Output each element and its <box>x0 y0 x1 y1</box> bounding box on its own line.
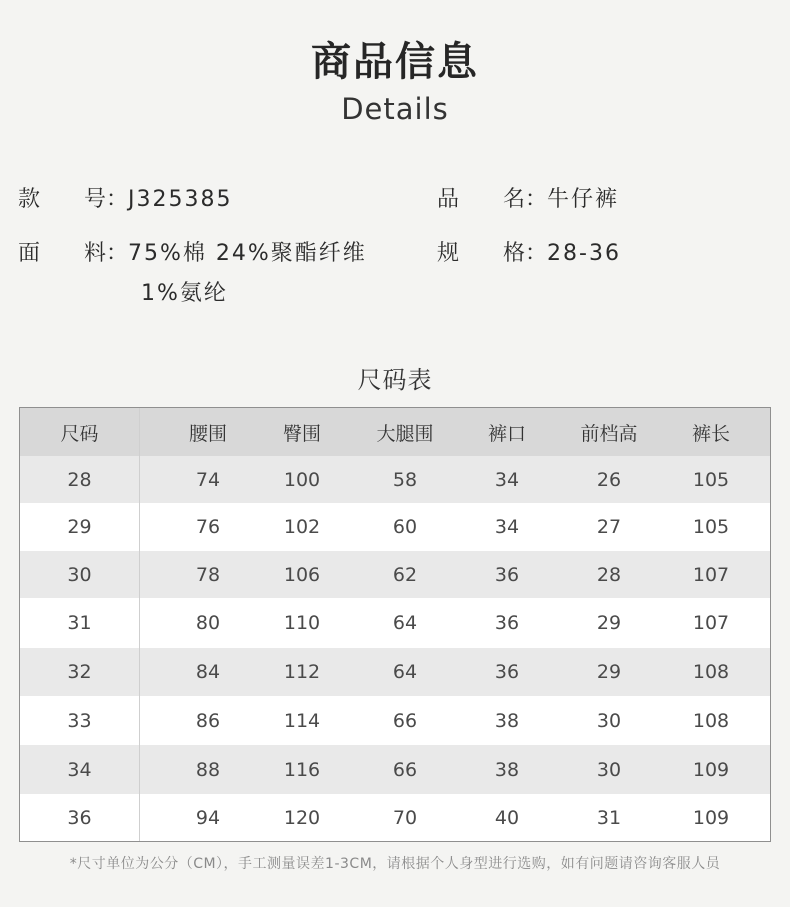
size-table <box>19 407 771 842</box>
cell-size: 32 <box>67 661 92 683</box>
page-title-cn: 商品信息 <box>311 39 479 85</box>
cell-front-rise: 27 <box>596 516 622 538</box>
cell-front-rise: 30 <box>596 709 622 732</box>
fabric-row-continued <box>141 276 228 307</box>
header-length: 裤长 <box>691 422 730 445</box>
cell-front-rise: 26 <box>596 468 622 491</box>
cell-size: 30 <box>67 563 92 586</box>
cell-thigh: 64 <box>392 612 418 634</box>
cell-waist: 88 <box>195 758 221 781</box>
cell-front-rise: 30 <box>596 758 622 781</box>
cell-thigh: 70 <box>392 806 418 829</box>
cell-length: 108 <box>692 661 730 683</box>
cell-length: 105 <box>692 468 730 491</box>
cell-leg-opening: 34 <box>494 468 520 491</box>
fabric-row <box>18 236 367 267</box>
cell-leg-opening: 36 <box>494 563 520 586</box>
table-row <box>20 456 770 503</box>
size-table-header-row <box>20 408 770 456</box>
table-row <box>20 745 770 794</box>
cell-leg-opening: 36 <box>494 661 520 683</box>
cell-thigh: 66 <box>392 709 418 732</box>
cell-length: 107 <box>692 612 730 634</box>
cell-thigh: 66 <box>392 758 418 781</box>
style-number-label: 款 号： <box>18 187 129 212</box>
page-title-en: Details <box>341 92 449 126</box>
fabric-value-line1: 75%棉 24%聚酯纤维 <box>128 241 367 266</box>
cell-waist: 80 <box>195 612 221 634</box>
cell-hip: 106 <box>283 563 321 586</box>
cell-leg-opening: 38 <box>494 709 520 732</box>
cell-size: 31 <box>67 612 92 634</box>
table-row <box>20 598 770 648</box>
cell-hip: 120 <box>283 806 321 829</box>
cell-thigh: 62 <box>392 563 418 586</box>
cell-hip: 102 <box>283 516 321 538</box>
cell-size: 36 <box>67 806 92 829</box>
table-row <box>20 794 770 841</box>
cell-hip: 114 <box>283 709 321 732</box>
cell-leg-opening: 40 <box>494 806 520 829</box>
spec-value: 28-36 <box>547 241 621 266</box>
spec-row <box>437 236 621 267</box>
cell-thigh: 58 <box>392 468 418 491</box>
cell-waist: 94 <box>195 806 221 829</box>
cell-leg-opening: 34 <box>494 516 520 538</box>
header-hip: 臀围 <box>282 422 321 445</box>
cell-thigh: 60 <box>392 516 418 538</box>
cell-size: 29 <box>67 516 92 538</box>
cell-hip: 110 <box>283 612 321 634</box>
size-column-divider <box>139 408 140 841</box>
cell-length: 108 <box>692 709 730 732</box>
cell-front-rise: 29 <box>596 661 622 683</box>
measurement-footnote: *尺寸单位为公分（CM），手工测量误差1-3CM，请根据个人身型进行选购，如有问题请咨询客服人员 <box>69 856 721 872</box>
header-size: 尺码 <box>60 422 99 445</box>
cell-leg-opening: 38 <box>494 758 520 781</box>
header-thigh: 大腿围 <box>376 422 434 445</box>
style-number-row <box>18 182 233 213</box>
product-name-value: 牛仔裤 <box>547 187 620 212</box>
cell-size: 33 <box>67 709 92 732</box>
spec-label: 规 格： <box>437 241 548 266</box>
product-name-row <box>437 182 619 213</box>
cell-thigh: 64 <box>392 661 418 683</box>
table-row <box>20 648 770 696</box>
cell-waist: 86 <box>195 709 221 732</box>
cell-length: 109 <box>692 806 730 829</box>
table-row <box>20 696 770 745</box>
header-front-rise: 前档高 <box>580 422 638 445</box>
cell-hip: 116 <box>283 758 321 781</box>
header-waist: 腰围 <box>188 422 227 445</box>
cell-waist: 78 <box>195 563 221 586</box>
table-row <box>20 551 770 598</box>
product-name-label: 品 名： <box>437 187 548 212</box>
cell-length: 107 <box>692 563 730 586</box>
cell-waist: 84 <box>195 661 221 683</box>
size-table-title: 尺码表 <box>357 366 433 394</box>
cell-front-rise: 31 <box>596 806 622 829</box>
style-number-value: J325385 <box>128 187 233 212</box>
cell-size: 28 <box>67 468 92 491</box>
cell-length: 105 <box>692 516 730 538</box>
cell-length: 109 <box>692 758 730 781</box>
cell-front-rise: 28 <box>596 563 622 586</box>
cell-leg-opening: 36 <box>494 612 520 634</box>
fabric-value-line2: 1%氨纶 <box>141 281 228 306</box>
cell-waist: 74 <box>195 468 221 491</box>
cell-front-rise: 29 <box>596 612 622 634</box>
cell-size: 34 <box>67 758 92 781</box>
header-leg-opening: 裤口 <box>487 422 526 445</box>
cell-hip: 100 <box>283 468 321 491</box>
fabric-label: 面 料： <box>18 241 129 266</box>
cell-waist: 76 <box>195 516 221 538</box>
table-row <box>20 503 770 551</box>
cell-hip: 112 <box>283 661 321 683</box>
